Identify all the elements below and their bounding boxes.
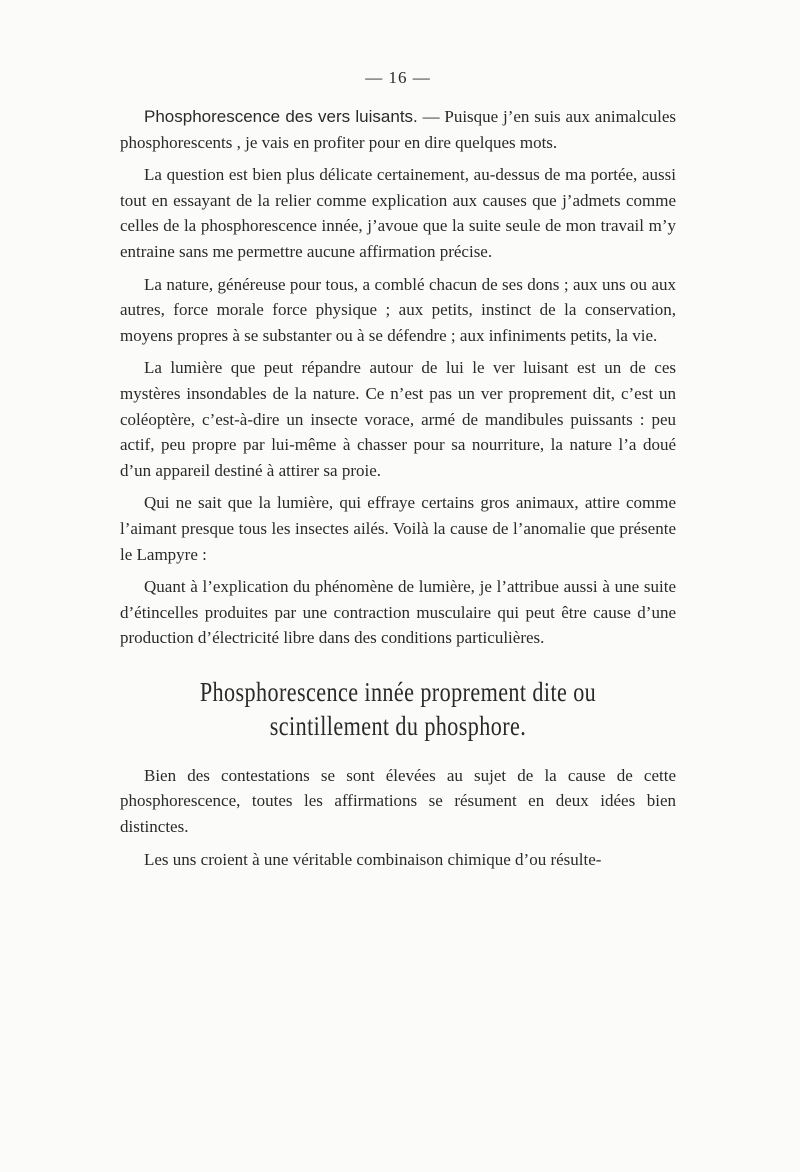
page-number: — 16 — <box>365 68 431 87</box>
paragraph: La question est bien plus délicate certainement, au-dessus de ma portée, aussi tout en essayant de la relier comme explication aux causes que j’admets comme celles de la phosphorescence innée, j’avoue que la suite seule de mon travail m’y entraine sans me permettre aucune affirmation précise. <box>120 165 676 261</box>
section-heading-phosphorescence-innee: Phosphorescence innée proprement dite ou scintillement du phosphore. <box>199 676 597 741</box>
paragraph: Qui ne sait que la lumière, qui effraye certains gros animaux, attire comme l’aimant presque tous les insectes ailés. Voilà la cause de l’anomalie que présente le Lampyre : <box>120 493 676 564</box>
paragraph: La lumière que peut répandre autour de lui le ver luisant est un de ces mystères insondables de la nature. Ce n’est pas un ver proprement dit, c’est un coléoptère, c’est-à-dire un insecte vorace, armé de mandibules puissants : peu actif, peu propre par lui-même à chasser pour sa nourriture, la nature l’a doué d’un appareil destiné à attirer sa proie. <box>120 358 676 480</box>
paragraph: Quant à l’explication du phénomène de lumière, je l’attribue aussi à une suite d’étincelles produites par une contraction musculaire qui peut être cause d’une production d’électricité libre dans des conditions particulières. <box>120 577 676 648</box>
paragraph-intro <box>120 104 676 155</box>
paragraph: Bien des contestations se sont élevées au sujet de la cause de cette phosphorescence, toutes les affirmations se résument en deux idées bien distinctes. <box>120 765 676 837</box>
document-page <box>120 68 676 872</box>
paragraph: La nature, généreuse pour tous, a comblé chacun de ses dons ; aux uns ou aux autres, force morale force physique ; aux petits, instinct de la conservation, moyens propres à se substanter ou à se défendre ; aux infiniments petits, la vie. <box>120 274 676 345</box>
section-heading-vers-luisants: Phosphorescence des vers luisants. <box>144 107 418 126</box>
paragraph: Les uns croient à une véritable combinaison chimique d’ou résulte- <box>144 849 602 869</box>
paragraph-intro-text: — Puisque j’en suis aux animalcules phosphorescents , je vais en profiter pour en dire quelques mots. <box>120 107 676 152</box>
